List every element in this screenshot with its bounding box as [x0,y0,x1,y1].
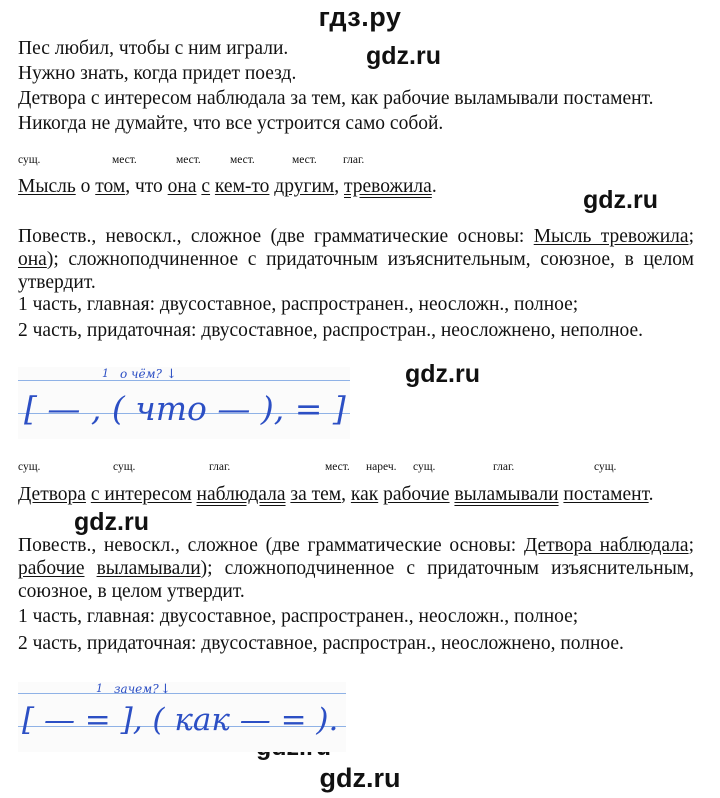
site-header: гдз.ру [318,2,402,32]
grammar-basis: Детвора наблюдала [523,535,689,556]
punct: . [648,484,654,505]
word: о [80,176,91,197]
parsed-sentence-1 [18,175,437,199]
subject-word: Детвора [18,484,86,505]
pos-label: сущ. [594,461,617,473]
word: с [201,176,211,197]
sentence-2: Нужно знать, когда придет поезд. [18,63,297,84]
desc-text: ); сложноподчиненное с придаточным изъяснительным, союзное, в целом утвердит. [18,249,694,293]
predicate-word: выламывали [454,484,559,505]
part-1-description: 1 часть, главная: двусоставное, распространен., неосложн., полное; [18,294,579,315]
predicate-word: тревожила [344,176,432,197]
grammar-basis: она [18,249,47,270]
pos-label: глаг. [493,461,515,473]
pos-label: мест. [292,154,317,166]
part-2-description: 2 часть, придаточная: двусоставное, распростран., неосложнено, полное. [18,633,624,654]
watermark: gdz.ru [74,508,149,536]
pos-label: сущ. [18,154,41,166]
arrow-down-icon: ↓ [160,682,171,697]
punct: , [125,176,131,197]
word: с интересом [90,484,192,505]
site-footer: gdz.ru [319,763,401,793]
subject-word: она [167,176,197,197]
pos-label: мест. [230,154,255,166]
word: за тем [290,484,342,505]
sentence-4: Никогда не думайте, что все устроится само собой. [18,113,444,134]
scheme-question: зачем? [114,682,159,696]
desc-text: ; [688,226,694,247]
grammar-basis: рабочие [18,558,85,579]
parsed-sentence-2 [18,483,654,507]
desc-text: Повеств., невоскл., сложное (две грамматические основы: [18,535,524,556]
word: постамент [563,484,649,505]
scheme-formula: [ — = ], ( как — = ). [22,702,339,738]
punct: . [431,176,437,197]
word: другим [274,176,335,197]
part-2-description: 2 часть, придаточная: двусоставное, распростран., неосложнено, неполное. [18,320,644,341]
pos-label: нареч. [366,461,397,473]
analysis-description-1 [18,225,694,294]
scheme-formula: [ — , ( что — ), = ] [24,389,346,428]
word: что [134,176,163,197]
desc-text: ; [688,535,694,556]
pos-label: глаг. [209,461,231,473]
punct: , [341,484,347,505]
subject-word: Мысль [18,176,76,197]
punct: , [334,176,340,197]
part-1-description: 1 часть, главная: двусоставное, распространен., неосложн., полное; [18,606,579,627]
pos-label: сущ. [113,461,136,473]
word: том [95,176,126,197]
word: кем-то [214,176,270,197]
pos-label: мест. [112,154,137,166]
pos-label: мест. [176,154,201,166]
arrow-down-icon: ↓ [166,367,177,382]
watermark: gdz.ru [405,360,480,388]
subject-word: рабочие [383,484,450,505]
predicate-word: наблюдала [196,484,286,505]
analysis-description-2 [18,534,694,603]
scheme-marker: 1 [102,367,109,380]
desc-text: ); сложноподчиненное с придаточным изъяснительным, союзное, в целом утвердит. [18,558,695,602]
pos-label: сущ. [413,461,436,473]
watermark: gdz.ru [366,42,441,70]
pos-label: сущ. [18,461,41,473]
scheme-question: о чём? [120,367,162,381]
grammar-basis: Мысль тревожила [533,226,689,247]
sentence-3: Детвора с интересом наблюдала за тем, как рабочие выламывали постамент. [18,88,654,109]
word: как [350,484,379,505]
pos-label: мест. [325,461,350,473]
grammar-basis: выламывали [96,558,201,579]
desc-text: Повеств., невоскл., сложное (две грамматические основы: [18,226,534,247]
pos-label: глаг. [343,154,365,166]
watermark: gdz.ru [583,186,658,214]
sentence-scheme-2 [18,682,346,752]
sentence-1: Пес любил, чтобы с ним играли. [18,38,289,59]
scheme-marker: 1 [96,682,103,695]
sentence-scheme-1 [18,367,350,439]
